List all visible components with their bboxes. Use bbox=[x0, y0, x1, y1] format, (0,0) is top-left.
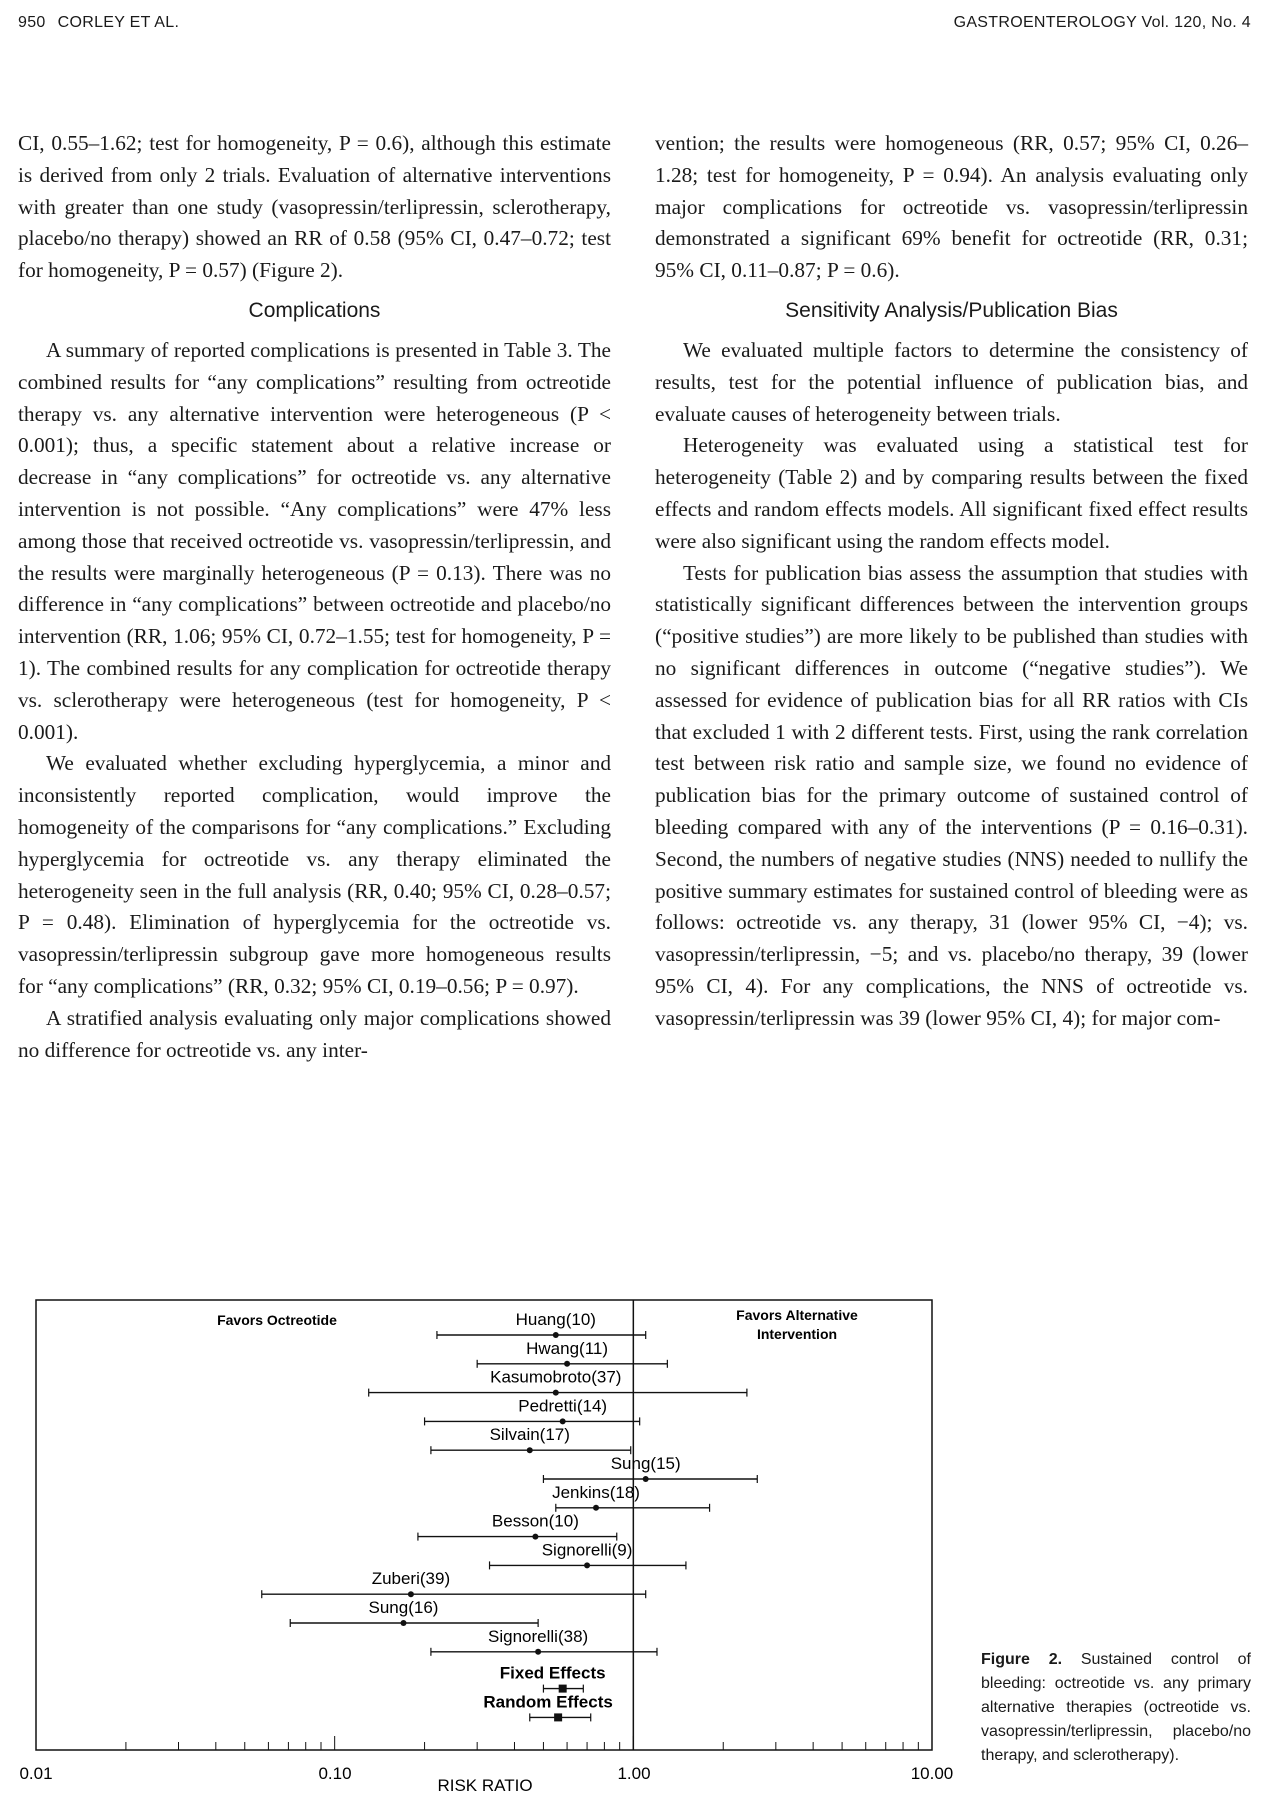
plot-frame bbox=[36, 1300, 932, 1750]
x-tick-label-10.00: 10.00 bbox=[910, 1764, 954, 1783]
left-paragraph-3: We evaluated whether excluding hyperglycemia, a minor and inconsistently reported complication, would improve the homogeneity of the comparisons for “any complications.” Excluding hyperglycemia for octreotide vs. any therapy eliminated the heterogeneity seen in the full analysis (RR, 0.40; 95% CI, 0.28–0.57; P = 0.48). Elimination of hyperglycemia for the octreotide vs. vasopressin/terlipressin subgroup gave more homogeneous results for “any complications” (RR, 0.32; 95% CI, 0.19–0.56; P = 0.97). bbox=[18, 751, 611, 998]
study-row-signorelli-9 bbox=[490, 1540, 686, 1569]
favors-octreotide-label: Favors Octreotide bbox=[217, 1312, 337, 1328]
header-left bbox=[18, 14, 179, 32]
favors-alternative-label-2: Intervention bbox=[756, 1326, 838, 1342]
favors-alternative-label-1: Favors Alternative bbox=[736, 1307, 858, 1323]
section-heading-complications: Complications bbox=[248, 298, 381, 322]
header-authors: CORLEY ET AL. bbox=[57, 14, 180, 31]
right-column bbox=[655, 128, 1248, 1035]
study-label: Hwang(11) bbox=[526, 1338, 609, 1358]
forest-plot bbox=[0, 1285, 980, 1816]
study-row-silvain-17 bbox=[431, 1425, 631, 1454]
point-estimate bbox=[527, 1447, 533, 1453]
point-estimate bbox=[554, 1713, 562, 1721]
study-row-random-effects bbox=[483, 1692, 612, 1721]
study-row-sung-15 bbox=[543, 1454, 757, 1483]
point-estimate bbox=[643, 1476, 649, 1482]
study-row-huang-10 bbox=[437, 1310, 646, 1339]
x-tick-label-0.01: 0.01 bbox=[19, 1764, 53, 1783]
x-axis-ticks bbox=[36, 1736, 918, 1750]
study-label: Sung(16) bbox=[368, 1598, 439, 1617]
study-row-hwang-11 bbox=[477, 1339, 667, 1368]
study-label: Kasumobroto(37) bbox=[490, 1367, 622, 1387]
right-paragraph-1: vention; the results were homogeneous (RR, 0.57; 95% CI, 0.26–1.28; test for homogeneity, P = 0.94). An analysis evaluating only major complications for octreotide vs. vasopressin/terlipressin demonstrated a significant 69% benefit for octreotide (RR, 0.31; 95% CI, 0.11–0.87; P = 0.6). bbox=[655, 131, 1248, 283]
right-paragraph-4: Tests for publication bias assess the assumption that studies with statistically significant differences between the intervention groups (“positive studies”) are more likely to be published than studies with no significant differences in outcome (“negative studies”). We assessed for evidence of publication bias for all RR ratios with CIs that excluded 1 with 2 different tests. First, using the rank correlation test between risk ratio and sample size, we found no evidence of publication bias for the primary outcome of sustained control of bleeding compared with any of the interventions (P = 0.16–0.31). Second, the numbers of negative studies (NNS) needed to nullify the positive summary estimates for sustained control of bleeding were as follows: octreotide vs. any therapy, 31 (lower 95% CI, −4); vs. vasopressin/terlipressin, −5; and vs. placebo/no therapy, 39 (lower 95% CI, 4). For any complications, the NNS of octreotide vs. vasopressin/terlipressin was 39 (lower 95% CI, 4); for major com- bbox=[655, 560, 1248, 1030]
section-heading-sensitivity: Sensitivity Analysis/Publication Bias bbox=[785, 298, 1118, 322]
right-paragraph-3: Heterogeneity was evaluated using a statistical test for heterogeneity (Table 2) and by comparing results between the fixed effects and random effects models. All significant fixed effect results were also significant using the random effects model. bbox=[655, 433, 1248, 553]
study-label: Jenkins(18) bbox=[552, 1482, 640, 1502]
study-label: Fixed Effects bbox=[499, 1663, 606, 1683]
point-estimate bbox=[584, 1562, 590, 1568]
point-estimate bbox=[560, 1418, 566, 1424]
study-row-jenkins-18 bbox=[552, 1483, 709, 1512]
study-label: Besson(10) bbox=[491, 1511, 579, 1531]
study-label: Silvain(17) bbox=[489, 1425, 570, 1445]
study-label: Signorelli(38) bbox=[488, 1626, 589, 1646]
x-axis-label: RISK RATIO bbox=[437, 1776, 533, 1795]
point-estimate bbox=[400, 1620, 406, 1626]
study-label: Sung(15) bbox=[610, 1454, 681, 1473]
study-row-sung-16 bbox=[290, 1598, 538, 1627]
study-row-pedretti-14 bbox=[425, 1396, 640, 1425]
left-column bbox=[18, 128, 611, 1066]
study-row-zuberi-39 bbox=[262, 1569, 646, 1598]
study-marks bbox=[262, 1310, 758, 1721]
study-row-kasumobroto-37 bbox=[369, 1368, 747, 1397]
study-row-fixed-effects bbox=[500, 1664, 606, 1693]
figure-2 bbox=[0, 1285, 1269, 1816]
point-estimate bbox=[564, 1361, 570, 1367]
study-label: Random Effects bbox=[483, 1692, 613, 1712]
point-estimate bbox=[532, 1534, 538, 1540]
study-label: Pedretti(14) bbox=[518, 1396, 608, 1416]
figure-caption-label: Figure 2. bbox=[981, 1651, 1063, 1668]
point-estimate bbox=[535, 1649, 541, 1655]
x-tick-label-1.00: 1.00 bbox=[617, 1764, 651, 1783]
left-paragraph-1: CI, 0.55–1.62; test for homogeneity, P = 0.6), although this estimate is derived from only 2 trials. Evaluation of alternative interventions with greater than one study (vasopressin/terlipressin, sclerotherapy, placebo/no therapy) showed an RR of 0.58 (95% CI, 0.47–0.72; test for homogeneity, P = 0.57) (Figure 2). bbox=[18, 131, 611, 283]
point-estimate bbox=[553, 1390, 559, 1396]
point-estimate bbox=[593, 1505, 599, 1511]
study-label: Zuberi(39) bbox=[371, 1569, 451, 1589]
point-estimate bbox=[559, 1685, 567, 1693]
study-row-signorelli-38 bbox=[431, 1627, 657, 1656]
header-journal: GASTROENTEROLOGY Vol. 120, No. 4 bbox=[953, 14, 1251, 31]
point-estimate bbox=[553, 1332, 559, 1338]
figure-caption bbox=[981, 1648, 1251, 1768]
study-label: Huang(10) bbox=[515, 1310, 596, 1329]
page-number: 950 bbox=[18, 14, 46, 31]
running-header bbox=[18, 14, 1251, 38]
figure-caption-text: Sustained control of bleeding: octreotide vs. any primary alternative therapies (octreotide vs. vasopressin/terlipressin, placebo/no therapy, and sclerotherapy). bbox=[981, 1651, 1251, 1764]
left-paragraph-2: A summary of reported complications is presented in Table 3. The combined results for “any complications” resulting from octreotide therapy vs. any alternative intervention were heterogeneous (P < 0.001); thus, a specific statement about a relative increase or decrease in “any complications” for octreotide vs. any alternative intervention is not possible. “Any complications” were 47% less among those that received octreotide vs. vasopressin/terlipressin, and the results were marginally heterogeneous (P = 0.13). There was no difference in “any complications” between octreotide and placebo/no intervention (RR, 1.06; 95% CI, 0.72–1.55; test for homogeneity, P = 1). The combined results for any complication for octreotide therapy vs. sclerotherapy were heterogeneous (test for homogeneity, P < 0.001). bbox=[18, 337, 611, 744]
left-paragraph-4: A stratified analysis evaluating only major complications showed no difference for octreotide vs. any inter- bbox=[18, 1005, 611, 1062]
point-estimate bbox=[408, 1591, 414, 1597]
x-tick-label-0.10: 0.10 bbox=[318, 1764, 352, 1783]
right-paragraph-2: We evaluated multiple factors to determine the consistency of results, test for the potential influence of publication bias, and evaluate causes of heterogeneity between trials. bbox=[655, 337, 1248, 426]
study-row-besson-10 bbox=[418, 1512, 617, 1541]
study-label: Signorelli(9) bbox=[541, 1540, 633, 1560]
